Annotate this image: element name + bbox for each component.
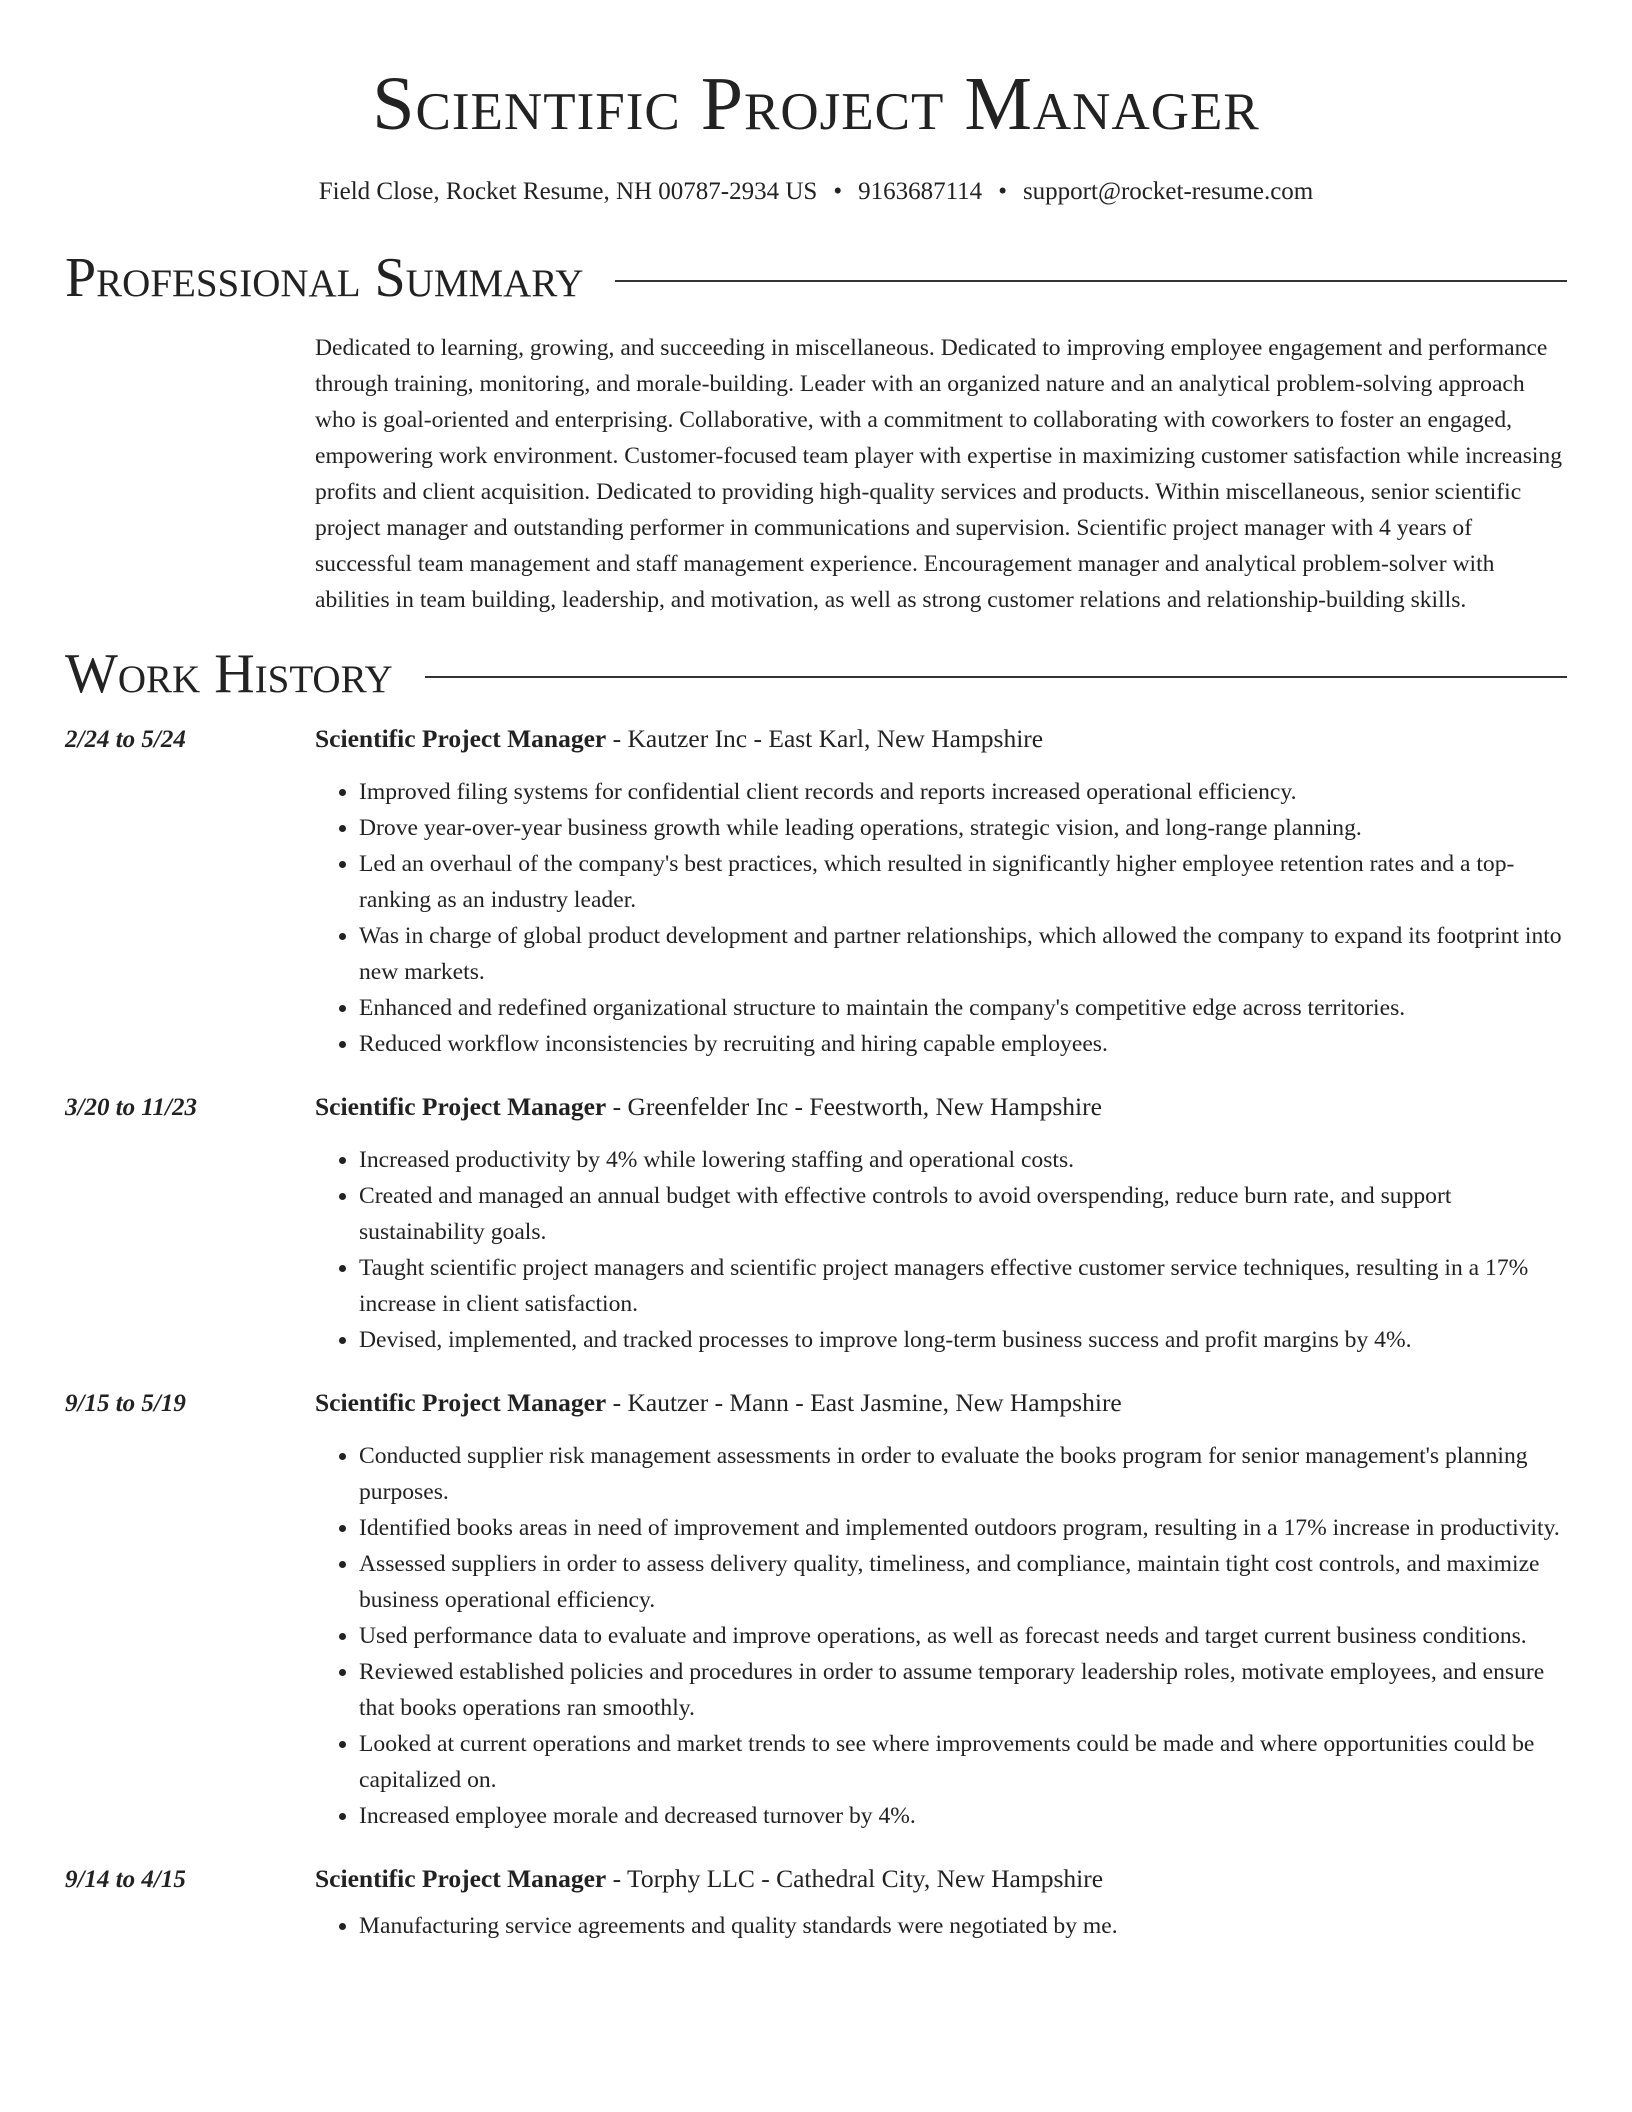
job-entry — [65, 1864, 1567, 1944]
job-entry — [65, 1388, 1567, 1834]
job-bullet: • Used performance data to evaluate and improve operations, as well as forecast needs and target current business conditions. — [359, 1618, 1567, 1654]
job-bullet: • Drove year-over-year business growth while leading operations, strategic vision, and long-range planning. — [359, 810, 1567, 846]
job-title: Scientific Project Manager — [315, 724, 607, 753]
resume-name: Scientific Project Manager — [372, 62, 1260, 146]
job-bullet: • Manufacturing service agreements and quality standards were negotiated by me. — [359, 1908, 1567, 1944]
job-bullet: • Identified books areas in need of improvement and implemented outdoors program, resulting in a 17% increase in productivity. — [359, 1510, 1567, 1546]
job-bullet: • Increased productivity by 4% while lowering staffing and operational costs. — [359, 1142, 1567, 1178]
section-divider — [615, 280, 1567, 282]
job-header — [65, 724, 1567, 754]
contact-separator: • — [998, 178, 1007, 205]
job-title: Scientific Project Manager — [315, 1864, 607, 1893]
job-bullet: • Was in charge of global product development and partner relationships, which allowed the company to expand its footprint into new markets. — [359, 918, 1567, 990]
job-dates: 2/24 to 5/24 — [65, 726, 186, 753]
job-title-line — [315, 1092, 1102, 1122]
job-company: - Greenfelder Inc - Feestworth, New Hampshire — [606, 1092, 1102, 1121]
summary-section-title: Professional Summary — [65, 247, 584, 309]
contact-address: Field Close, Rocket Resume, NH 00787-2934 US — [318, 178, 818, 205]
summary-section-header — [65, 247, 1567, 309]
job-entry — [65, 724, 1567, 1062]
job-header — [65, 1388, 1567, 1418]
job-dates: 9/15 to 5/19 — [65, 1390, 186, 1417]
job-bullet: • Looked at current operations and market trends to see where improvements could be made and where opportunities could be capitalized on. — [359, 1726, 1567, 1798]
job-company: - Kautzer Inc - East Karl, New Hampshire — [606, 724, 1044, 753]
work-history-list — [65, 724, 1567, 1944]
job-company: - Torphy LLC - Cathedral City, New Hampshire — [606, 1864, 1104, 1893]
contact-line — [65, 178, 1567, 206]
job-bullet: • Increased employee morale and decreased turnover by 4%. — [359, 1798, 1567, 1834]
job-bullets — [315, 774, 1567, 1062]
job-header — [65, 1092, 1567, 1122]
section-divider — [425, 676, 1567, 678]
contact-email: support@rocket-resume.com — [1022, 178, 1314, 205]
job-title: Scientific Project Manager — [315, 1092, 607, 1121]
contact-phone: 9163687114 — [858, 178, 983, 205]
job-dates: 3/20 to 11/23 — [65, 1094, 197, 1121]
job-title-line — [315, 1388, 1122, 1418]
job-bullet: • Conducted supplier risk management assessments in order to evaluate the books program for senior management's planning purposes. — [359, 1438, 1567, 1510]
job-title-line — [315, 1864, 1103, 1894]
job-bullets — [315, 1142, 1567, 1358]
job-bullet: • Reduced workflow inconsistencies by recruiting and hiring capable employees. — [359, 1026, 1567, 1062]
job-header — [65, 1864, 1567, 1894]
summary-text: Dedicated to learning, growing, and succeeding in miscellaneous. Dedicated to improving employee engagement and performance through training, monitoring, and morale-building. Leader with an organized nature and an analytical problem-solving approach who is goal-oriented and enterprising. Collaborative, with a commitment to collaborating with coworkers to foster an engaged, empowering work environment. Customer-focused team player with expertise in maximizing customer satisfaction while increasing profits and client acquisition. Dedicated to providing high-quality services and products. Within miscellaneous, senior scientific project manager and outstanding performer in communications and supervision. Scientific project manager with 4 years of successful team management and staff management experience. Encouragement manager and analytical problem-solver with abilities in team building, leadership, and motivation, as well as strong customer relations and relationship-building skills. — [315, 335, 1563, 613]
job-dates: 9/14 to 4/15 — [65, 1866, 186, 1893]
job-title: Scientific Project Manager — [315, 1388, 607, 1417]
job-bullet: • Taught scientific project managers and scientific project managers effective customer service techniques, resulting in a 17% increase in client satisfaction. — [359, 1250, 1567, 1322]
job-title-line — [315, 724, 1043, 754]
job-bullets — [315, 1908, 1567, 1944]
job-bullets — [315, 1438, 1567, 1834]
job-bullet: • Enhanced and redefined organizational structure to maintain the company's competitive edge across territories. — [359, 990, 1567, 1026]
job-bullet: • Improved filing systems for confidential client records and reports increased operational efficiency. — [359, 774, 1567, 810]
job-company: - Kautzer - Mann - East Jasmine, New Hampshire — [606, 1388, 1122, 1417]
job-bullet: • Led an overhaul of the company's best practices, which resulted in significantly higher employee retention rates and a top-ranking as an industry leader. — [359, 846, 1567, 918]
job-bullet: • Devised, implemented, and tracked processes to improve long-term business success and profit margins by 4%. — [359, 1322, 1567, 1358]
job-bullet: • Assessed suppliers in order to assess delivery quality, timeliness, and compliance, maintain tight cost controls, and maximize business operational efficiency. — [359, 1546, 1567, 1618]
job-bullet: • Created and managed an annual budget with effective controls to avoid overspending, reduce burn rate, and support sustainability goals. — [359, 1178, 1567, 1250]
job-bullet: • Reviewed established policies and procedures in order to assume temporary leadership roles, motivate employees, and ensure that books operations ran smoothly. — [359, 1654, 1567, 1726]
contact-separator: • — [833, 178, 843, 205]
work-section-title: Work History — [65, 643, 393, 705]
work-section-header — [65, 643, 1567, 705]
job-entry — [65, 1092, 1567, 1358]
